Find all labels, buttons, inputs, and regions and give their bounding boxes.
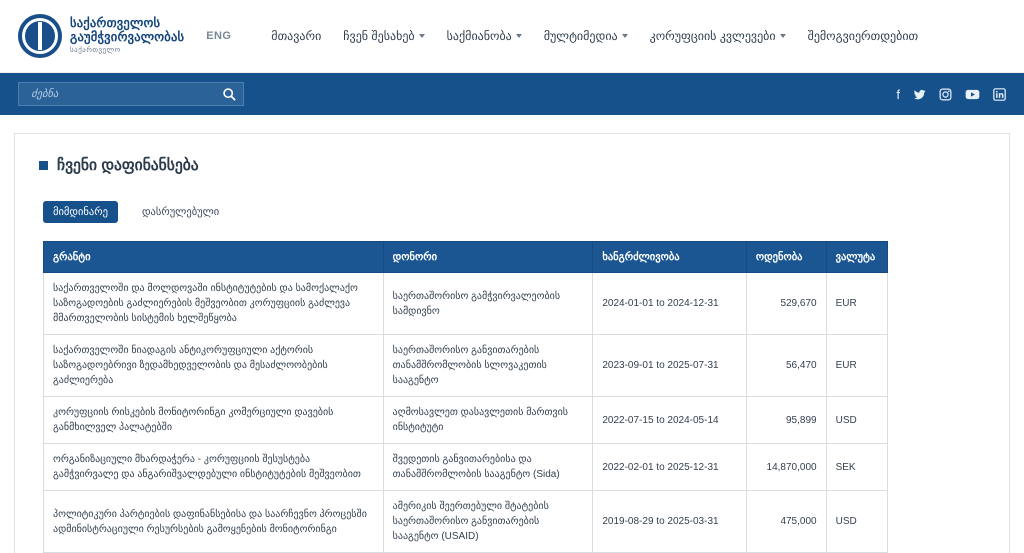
site-header [0,0,1024,73]
cell-donor: საერთაშორისო განვითარების თანამშრომლობის სლოვაკეთის სააგენტო [383,335,593,397]
globe-logo-icon [18,14,62,58]
cell-grant: ორგანიზაციული მხარდაჭერა - კორუფციის შესუსტება გამჭვირვალე და ანგარიშვალდებული ინსტიტუტების მეშვეობით [44,444,384,491]
cell-amount: 56,470 [746,335,826,397]
cell-donor: ამერიკის შეერთებული შტატების საერთაშორისო განვითარების სააგენტო (USAID) [383,491,593,553]
content-card [14,133,1010,553]
page-title-text: ჩვენი დაფინანსება [57,157,199,174]
column-header-donor[interactable]: დონორი [383,242,593,273]
nav-item-about-label: ჩვენ შესახებ [343,29,415,43]
language-switcher[interactable]: ENG [206,30,232,42]
logo-text [70,17,184,54]
table-body [44,273,888,553]
column-header-currency[interactable]: ვალუტა [826,242,887,273]
social-links [896,88,1006,101]
cell-duration: 2024-01-01 to 2024-12-31 [593,273,746,335]
cell-amount: 14,870,000 [746,444,826,491]
funding-table [43,241,888,553]
cell-grant: საქართველოში და მოლდოვაში ინსტიტუტების და სამოქალაქო საზოგადოების გაძლიერების მეშვეობით კორუფციის გაძლევა მმართველობის სისტემის ხელშეწყობა [44,273,384,335]
instagram-icon[interactable] [939,88,952,101]
search-strip [0,73,1024,115]
facebook-icon[interactable]: f [896,86,900,102]
nav-item-corruption-research-label: კორუფციის კვლევები [649,29,776,43]
twitter-icon[interactable] [913,88,926,101]
nav-item-about[interactable] [343,29,424,43]
cell-currency: EUR [826,273,887,335]
nav-item-activities[interactable] [447,29,522,43]
linkedin-icon[interactable] [993,88,1006,101]
column-header-duration[interactable]: ხანგრძლივობა [593,242,746,273]
table-row [44,273,888,335]
tab-completed[interactable]: დასრულებული [141,206,220,218]
table-row [44,397,888,444]
instagram-glyph-icon [939,88,952,101]
table-header-row [44,242,888,273]
chevron-down-icon [516,34,522,38]
linkedin-glyph-icon [993,88,1006,101]
nav-item-home[interactable] [271,29,321,43]
cell-donor: საერთაშორისო გამჭვირვალეობის სამდივნო [383,273,593,335]
cell-currency: SEK [826,444,887,491]
cell-duration: 2023-09-01 to 2025-07-31 [593,335,746,397]
nav-item-join-us-label: შემოგვიერთდებით [807,29,919,43]
title-bullet-icon [39,161,48,170]
cell-donor: შვედეთის განვითარებისა და თანამშრომლობის სააგენტო (Sida) [383,444,593,491]
cell-duration: 2019-08-29 to 2025-03-31 [593,491,746,553]
nav-item-multimedia[interactable] [544,29,628,43]
search-input[interactable] [29,87,222,101]
cell-grant: კორუფციის რისკების მონიტორინგი კომერციული დავების განმხილველ პალატებში [44,397,384,444]
column-header-amount[interactable]: ოდენობა [746,242,826,273]
table-row [44,444,888,491]
nav-item-join-us[interactable] [808,29,919,43]
youtube-icon[interactable] [965,88,980,101]
cell-currency: USD [826,397,887,444]
twitter-bird-icon [913,88,926,101]
page-title [39,156,989,175]
cell-donor: აღმოსავლეთ დასავლეთის მართვის ინსტიტუტი [383,397,593,444]
search-button[interactable] [222,87,237,102]
youtube-glyph-icon [965,88,980,101]
tab-current[interactable]: მიმდინარე [43,201,118,223]
nav-item-multimedia-label: მულტიმედია [543,29,618,43]
cell-amount: 529,670 [746,273,826,335]
cell-grant: პოლიტიკური პარტიების დაფინანსებისა და საარჩევნო პროცესში ადმინისტრაციული რესურსების გამოყენების მონიტორინგი [44,491,384,553]
table-row [44,491,888,553]
table-row [44,335,888,397]
search-container[interactable] [18,82,244,106]
chevron-down-icon [622,34,628,38]
logo-line-1: საქართველოს [70,16,161,31]
cell-grant: საქართველოში ნიადაგის ანტიკორუფციული აქტორის საზოგადოებრივი ზედამხედველობის და მესაძლოობების გაძლიერება [44,335,384,397]
funding-tabs [43,201,989,223]
chevron-down-icon [419,34,425,38]
chevron-down-icon [780,34,786,38]
nav-item-corruption-research[interactable] [650,29,786,43]
search-icon [222,87,237,102]
site-logo[interactable] [18,14,184,58]
cell-duration: 2022-07-15 to 2024-05-14 [593,397,746,444]
cell-amount: 95,899 [746,397,826,444]
column-header-grant[interactable]: გრანტი [44,242,384,273]
table-head [44,242,888,273]
nav-item-activities-label: საქმიანობა [446,29,512,43]
cell-amount: 475,000 [746,491,826,553]
cell-currency: EUR [826,335,887,397]
main-navigation [271,29,1010,43]
cell-duration: 2022-02-01 to 2025-12-31 [593,444,746,491]
nav-item-home-label: მთავარი [271,29,322,43]
logo-line-3: საქართველო [70,46,121,54]
cell-currency: USD [826,491,887,553]
logo-line-2: გაუმჭვირვალობას [70,30,185,45]
